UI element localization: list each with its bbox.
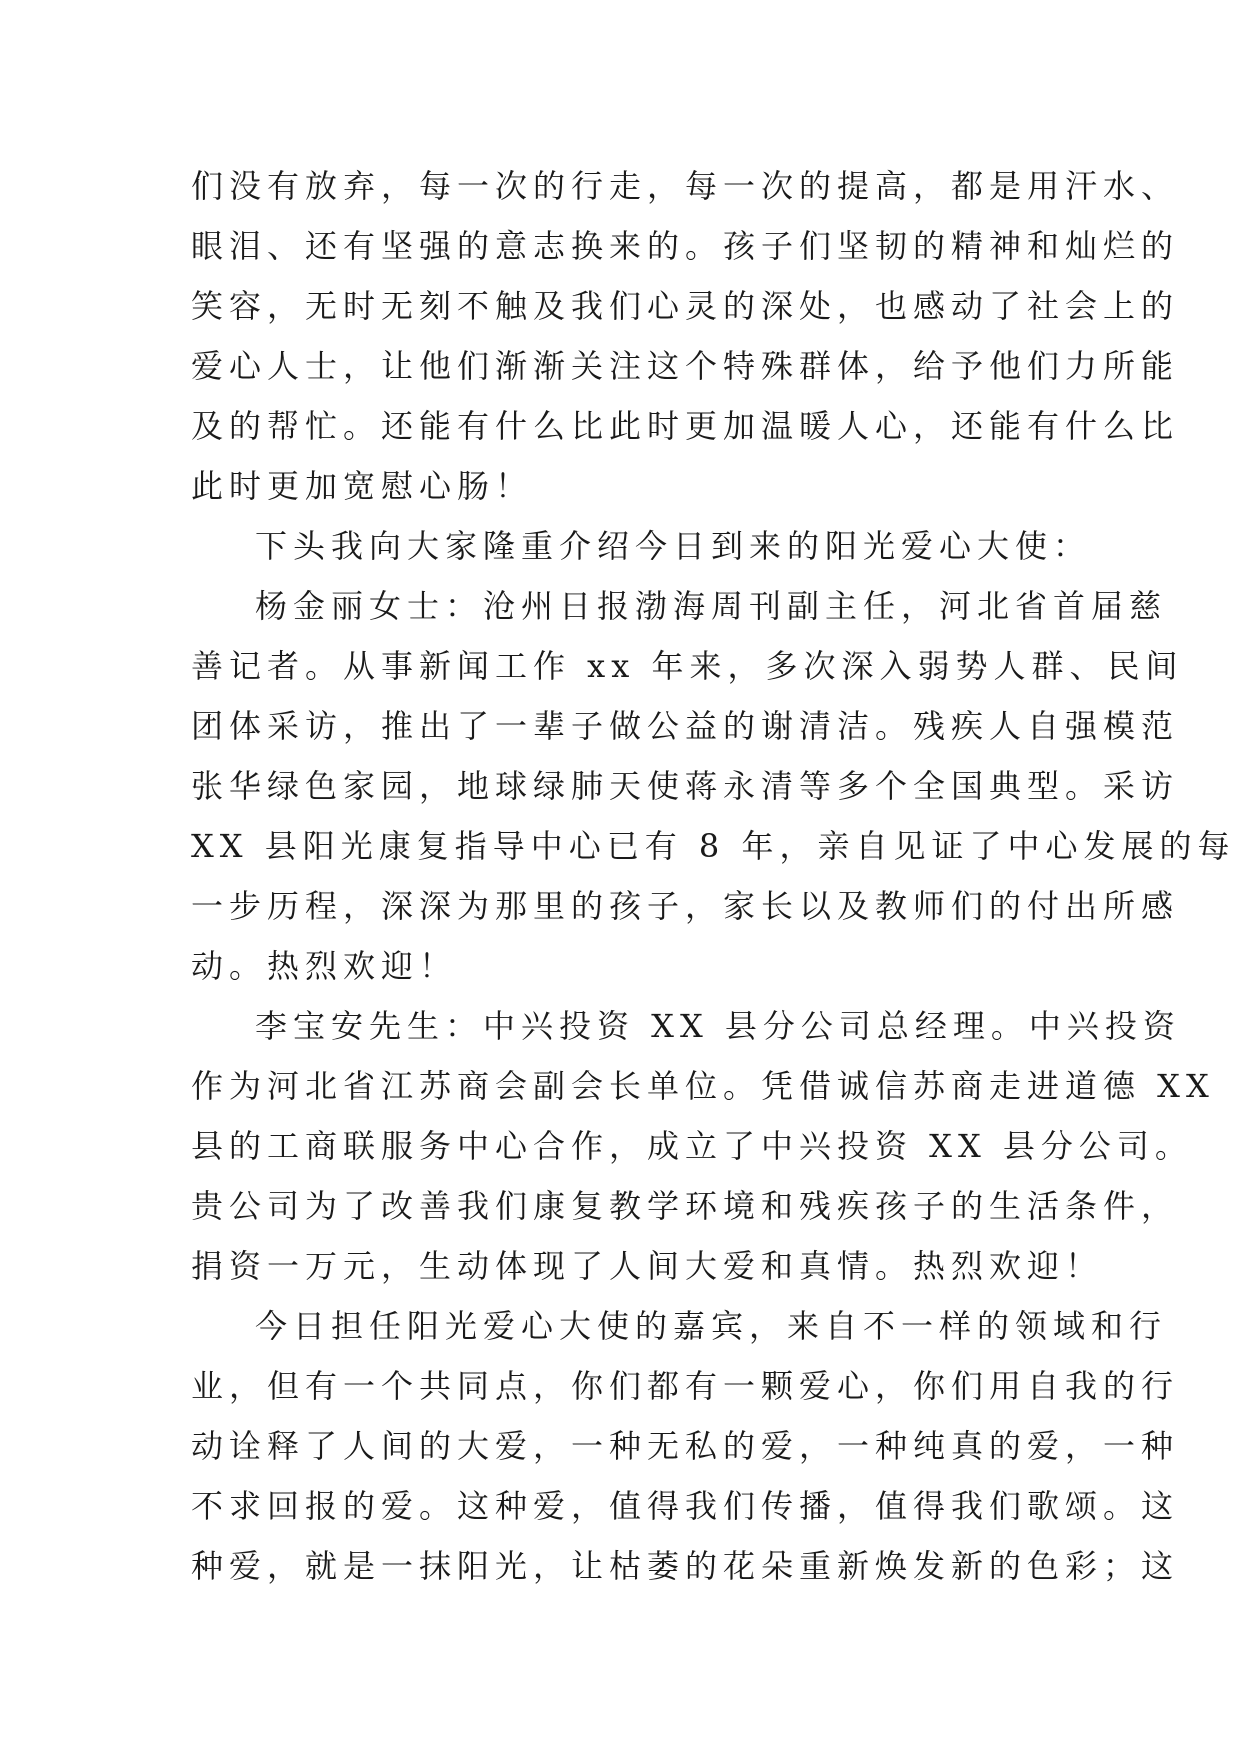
text-line: 县的工商联服务中心合作，成立了中兴投资 XX 县分公司。 <box>191 1127 1193 1165</box>
text-line: 业，但有一个共同点，你们都有一颗爱心，你们用自我的行 <box>191 1367 1180 1405</box>
text-line: 一步历程，深深为那里的孩子，家长以及教师们的付出所感 <box>191 887 1180 925</box>
text-line: 团体采访，推出了一辈子做公益的谢清洁。残疾人自强模范 <box>191 707 1180 745</box>
text-line: 们没有放弃，每一次的行走，每一次的提高，都是用汗水、 <box>191 167 1180 205</box>
text-line: 今日担任阳光爱心大使的嘉宾，来自不一样的领域和行 <box>255 1307 1168 1345</box>
text-line: 捐资一万元，生动体现了人间大爱和真情。热烈欢迎！ <box>191 1247 1104 1285</box>
text-line: 张华绿色家园，地球绿肺天使蒋永清等多个全国典型。采访 <box>191 767 1180 805</box>
text-line: 李宝安先生：中兴投资 XX 县分公司总经理。中兴投资 <box>255 1007 1181 1045</box>
body-text <box>191 156 1236 1596</box>
text-line: 贵公司为了改善我们康复教学环境和残疾孩子的生活条件， <box>191 1187 1180 1225</box>
text-line: 爱心人士，让他们渐渐关注这个特殊群体，给予他们力所能 <box>191 347 1180 385</box>
text-line: 动诠释了人间的大爱，一种无私的爱，一种纯真的爱，一种 <box>191 1427 1180 1465</box>
text-line: 不求回报的爱。这种爱，值得我们传播，值得我们歌颂。这 <box>191 1487 1180 1525</box>
text-line: 及的帮忙。还能有什么比此时更加温暖人心，还能有什么比 <box>191 407 1180 445</box>
text-line: 杨金丽女士：沧州日报渤海周刊副主任，河北省首届慈 <box>255 587 1168 625</box>
text-line: 下头我向大家隆重介绍今日到来的阳光爱心大使： <box>255 527 1092 565</box>
text-line: 笑容，无时无刻不触及我们心灵的深处，也感动了社会上的 <box>191 287 1180 325</box>
text-line: 动。热烈欢迎！ <box>191 947 458 985</box>
text-line: 善记者。从事新闻工作 xx 年来，多次深入弱势人群、民间 <box>191 647 1184 685</box>
text-line: 眼泪、还有坚强的意志换来的。孩子们坚韧的精神和灿烂的 <box>191 227 1180 265</box>
text-line: XX 县阳光康复指导中心已有 8 年，亲自见证了中心发展的每 <box>191 827 1236 865</box>
text-line: 种爱，就是一抹阳光，让枯萎的花朵重新焕发新的色彩；这 <box>191 1547 1180 1585</box>
text-line: 此时更加宽慰心肠！ <box>191 467 534 505</box>
text-line: 作为河北省江苏商会副会长单位。凭借诚信苏商走进道德 XX <box>191 1067 1215 1105</box>
